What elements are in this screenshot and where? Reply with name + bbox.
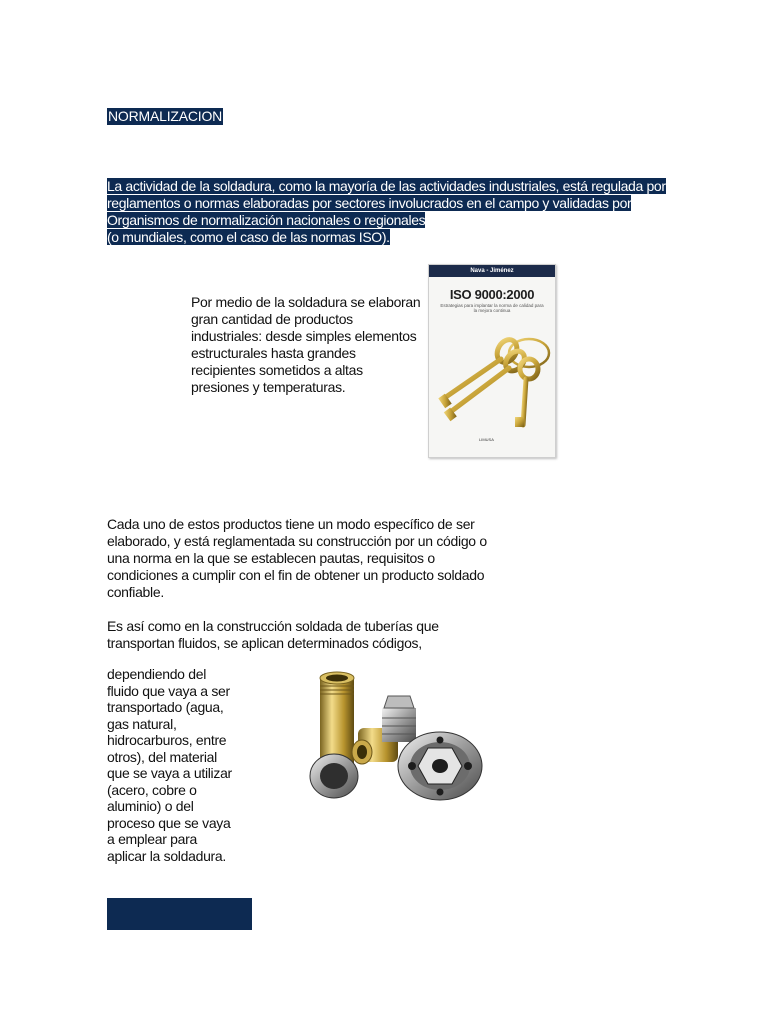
- key-icon: [515, 359, 538, 427]
- book-title: ISO 9000:2000: [449, 287, 535, 302]
- intro-line: reglamentos o normas elaboradas por sectores involucrados en el campo y validadas por: [107, 195, 632, 211]
- pipe-fittings-image: [300, 668, 490, 808]
- intro-line: (o mundiales, como el caso de las normas ISO).: [107, 229, 390, 245]
- book-subtitle: Estrategias para implantar la norma de calidad para la mejora continua: [440, 303, 544, 313]
- book-authors: Nava - Jiménez: [429, 265, 555, 277]
- steel-flange-icon: [398, 732, 482, 800]
- section-heading: NORMALIZACION: [108, 108, 223, 124]
- footer-highlight-bar: [107, 898, 252, 930]
- codes-paragraph: Cada uno de estos productos tiene un modo específico de ser elaborado, y está reglamentada su construcción por un código o una norma en la que se establecen pautas, requisitos o condiciones a cumplir con el fin de obtener un producto soldado confiable.: [107, 516, 487, 600]
- pipes-paragraph: Es así como en la construcción soldada de tuberías que transportan fluidos, se aplican determinados códigos,: [107, 618, 439, 651]
- fluid-paragraph: dependiendo del fluido que vaya a ser transportado (agua, gas natural, hidrocarburos, entre otros), del material que se vaya a utilizar (acero, cobre o aluminio) o del proceso que se vaya a emplear para aplicar la soldadura.: [107, 666, 232, 864]
- keys-illustration: [429, 313, 555, 433]
- iso-book-cover-image: [428, 264, 556, 458]
- steel-plug-icon: [382, 696, 416, 742]
- publisher-logo: LIMUSA: [479, 437, 494, 442]
- brass-nipple-icon: [320, 672, 354, 768]
- intro-line: La actividad de la soldadura, como la mayoría de las actividades industriales, está regulada por: [107, 178, 666, 194]
- steel-coupling-icon: [310, 754, 358, 798]
- intro-paragraph: [107, 178, 667, 246]
- intro-line: Organismos de normalización nacionales o regionales: [107, 212, 426, 228]
- products-paragraph: Por medio de la soldadura se elaboran gran cantidad de productos industriales: desde simples elementos estructurales hasta grandes recipientes sometidos a altas presiones y temperaturas.: [191, 294, 421, 395]
